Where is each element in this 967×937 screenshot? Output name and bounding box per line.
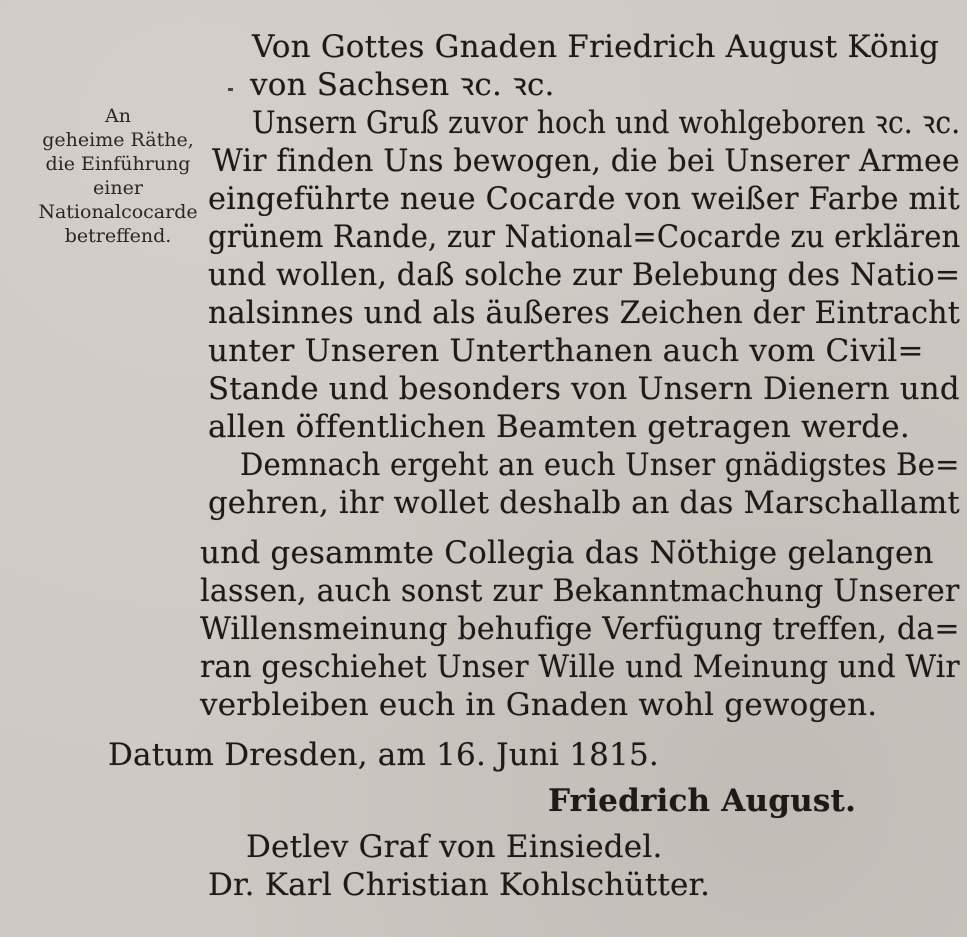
margin-note-line: die Einführung	[45, 153, 191, 175]
cosigner-line: Dr. Karl Christian Kohlschütter.	[208, 867, 711, 903]
body-line: allen öffentlichen Beamten getragen werde.	[208, 409, 910, 445]
greeting-line: Unsern Gruß zuvor hoch und wohlgeboren ꝛc. ꝛc.	[252, 105, 961, 141]
body-line: Wir finden Uns bewogen, die bei Unserer Armee	[212, 143, 960, 179]
signature: Friedrich August.	[548, 783, 857, 819]
margin-note-line: geheime Räthe,	[42, 129, 194, 151]
heading-line: von Sachsen ꝛc. ꝛc.	[250, 67, 555, 103]
margin-note-line: An	[105, 105, 131, 127]
margin-note	[18, 104, 218, 248]
body-line: unter Unseren Unterthanen auch vom Civil=	[208, 333, 924, 369]
date-line: Datum Dresden, am 16. Juni 1815.	[108, 737, 659, 773]
body-line: Stande und besonders von Unsern Dienern und	[208, 371, 960, 407]
body-line: eingeführte neue Cocarde von weißer Farbe mit	[208, 181, 960, 217]
body-line: verbleiben euch in Gnaden wohl gewogen.	[200, 687, 878, 723]
margin-note-line: Nationalcocarde	[38, 201, 198, 223]
heading-line: Von Gottes Gnaden Friedrich August König	[252, 29, 940, 65]
body-line: und gesammte Collegia das Nöthige gelangen	[200, 535, 934, 571]
ink-mark	[228, 88, 233, 91]
cosigner-line: Detlev Graf von Einsiedel.	[246, 829, 663, 865]
body-line: Willensmeinung behufige Verfügung treffen, da=	[200, 611, 960, 647]
body-line: lassen, auch sonst zur Bekanntmachung Unserer	[200, 573, 960, 609]
body-line: nalsinnes und als äußeres Zeichen der Eintracht	[208, 295, 961, 331]
body-line: grünem Rande, zur National=Cocarde zu erklären	[208, 219, 961, 255]
body-line: gehren, ihr wollet deshalb an das Marschallamt	[208, 485, 960, 521]
margin-note-line: betreffend.	[64, 225, 172, 247]
body-line: und wollen, daß solche zur Belebung des Natio=	[208, 257, 961, 293]
body-line: ran geschiehet Unser Wille und Meinung und Wir	[200, 649, 960, 685]
body-line: Demnach ergeht an euch Unser gnädigstes Be=	[240, 447, 960, 483]
margin-note-line: einer	[93, 177, 143, 199]
